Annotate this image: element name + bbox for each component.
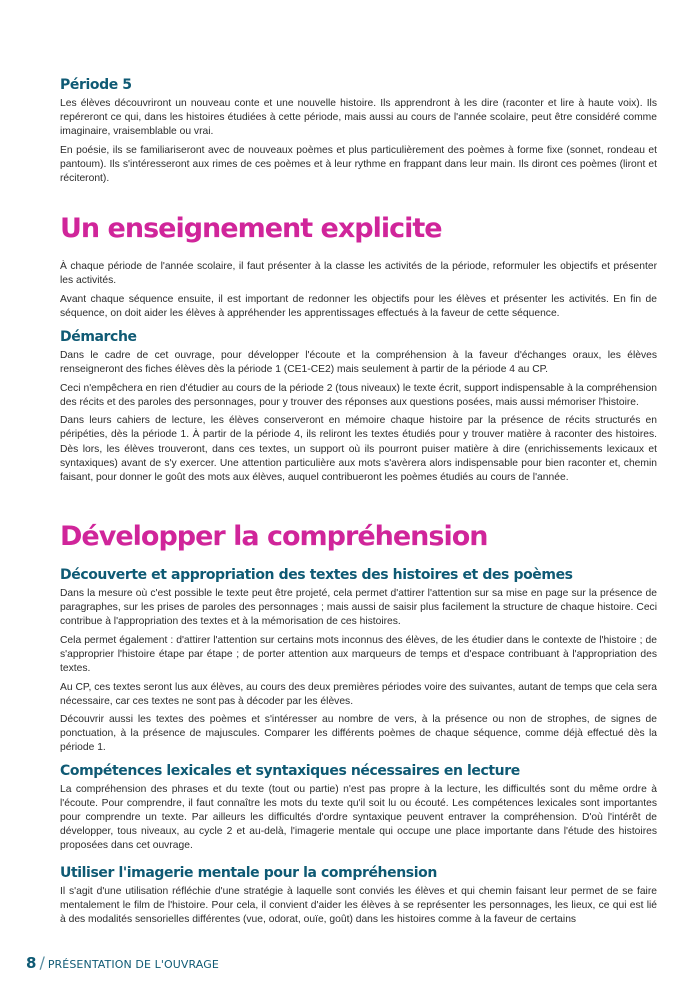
paragraph: Dans leurs cahiers de lecture, les élèves conserveront en mémoire chaque histoire par la présence de récits structurés en péripéties, dès la période 1. À partir de la période 4, ils reliront les textes étudiés pour y trouver matière à raconter des histoires. Dès lors, les élèves trouveront, dans ces textes, un support où ils pourront puiser matière à dire (enrichissements lexicaux et syntaxiques) avant de s'y exercer. Une attention particulière aux mots s'avèrera alors indispensable pour bien raconter et, chemin faisant, pour donner le goût des mots aux élèves, auquel contribueront les poèmes étudiés au cours de l'année. (60, 415, 657, 483)
paragraph: Il s'agit d'une utilisation réfléchie d'une stratégie à laquelle sont conviés les élèves et qui chemin faisant leur permet de se faire mentalement le film de l'histoire. Pour cela, il convient d'aider les élèves à se représenter les personnages, les lieux, ce qui est lié à des modalités sensorielles différentes (vue, odorat, ouïe, goût) dans les histoires comme à la faveur de certains (60, 886, 657, 926)
page-footer (26, 953, 219, 972)
section-competences-lexicales (60, 762, 657, 858)
paragraph: Avant chaque séquence ensuite, il est important de redonner les objectifs pour les élèves et présenter les activités. En fin de séquence, on doit aider les élèves à appréhender les apprentissages effectués à la faveur de cette séquence. (60, 293, 657, 319)
subheading-periode-5: Période 5 (60, 77, 132, 93)
section-enseignement-explicite (60, 212, 657, 325)
section-decouverte-appropriation (60, 566, 657, 760)
footer-section-label: PRÉSENTATION DE L'OUVRAGE (47, 958, 219, 971)
paragraph: Au CP, ces textes seront lus aux élèves, au cours des deux premières périodes voire des suivantes, autant de temps que cela sera nécessaire, car ces textes ne sont pas à décoder par les élèves. (60, 681, 657, 707)
page-number: 8 (26, 954, 37, 972)
paragraph: La compréhension des phrases et du texte (tout ou partie) n'est pas propre à la lecture, les difficultés sont du même ordre à l'écoute. Pour comprendre, il faut connaître les mots du texte qu'il soit lu ou écouté. Les compétences lexicales sont importantes pour comprendre un texte. Par ailleurs les difficultés d'ordre syntaxique peuvent entraver la compréhension. D'où l'intérêt de développer, tous niveaux, au cycle 2 et au-delà, l'imagerie mentale qui occupe une place importante dans l'étude des histoires proposées dans cet ouvrage. (60, 784, 657, 852)
footer-separator: / (39, 953, 45, 972)
section-periode-5 (60, 76, 657, 191)
paragraph: Ceci n'empêchera en rien d'étudier au cours de la période 2 (tous niveaux) le texte écrit, support indispensable à la compréhension des récits et des paroles des personnages, pour y trouver des réponses aux questions posées, mais aussi mémoriser l'histoire. (60, 382, 657, 408)
paragraph: Cela permet également : d'attirer l'attention sur certains mots inconnus des élèves, de les étudier dans le contexte de l'histoire ; de s'approprier l'histoire étape par étape ; de porter attention aux marqueurs de temps et d'espace contribuant à l'appropriation des textes. (60, 634, 657, 674)
paragraph: Dans le cadre de cet ouvrage, pour développer l'écoute et la compréhension à la faveur d'échanges oraux, les élèves renseigneront des fiches élèves dès la période 1 (CE1-CE2) mais seulement à partir de la période 4 au CP. (60, 350, 657, 376)
subheading-competences: Compétences lexicales et syntaxiques nécessaires en lecture (60, 763, 520, 779)
paragraph: En poésie, ils se familiariseront avec de nouveaux poèmes et plus particulièrement des poèmes à forme fixe (sonnet, rondeau et pantoum). Ils s'intéresseront aux rimes de ces poèmes et à leur rythme en frappant dans leur main. Ils diront ces poèmes (liront et réciteront). (60, 144, 657, 184)
paragraph: À chaque période de l'année scolaire, il faut présenter à la classe les activités de la période, reformuler les objectifs et présenter les activités. (60, 261, 657, 287)
subheading-demarche: Démarche (60, 329, 137, 345)
subheading-imagerie: Utiliser l'imagerie mentale pour la compréhension (60, 865, 437, 881)
section-imagerie-mentale (60, 864, 657, 932)
paragraph: Les élèves découvriront un nouveau conte et une nouvelle histoire. Ils apprendront à les dire (raconter et lire à haute voix). Ils repéreront ce qui, dans les histoires étudiées à cette période, mais aussi au cours de l'année scolaire, peut être considéré comme imaginaire, vraisemblable ou vrai. (60, 98, 657, 138)
heading-developper-comprehension: Développer la compréhension (60, 521, 488, 552)
subheading-decouverte: Découverte et appropriation des textes des histoires et des poèmes (60, 567, 573, 583)
paragraph: Dans la mesure où c'est possible le texte peut être projeté, cela permet d'attirer l'attention sur sa mise en page sur la présence de paragraphes, sur les prises de paroles des personnages ; mais aussi de saisir plus facilement la structure de chaque histoire. Ceci contribue à l'appropriation des textes et à la mémorisation de ces histoires. (60, 588, 657, 628)
section-demarche (60, 328, 657, 489)
section-developper-comprehension (60, 520, 657, 554)
heading-enseignement-explicite: Un enseignement explicite (60, 213, 442, 244)
paragraph: Découvrir aussi les textes des poèmes et s'intéresser au nombre de vers, à la présence ou non de strophes, de signes de ponctuation, à la présence de majuscules. Comparer les différents poèmes de chaque séquence, comme déjà effectué dès la période 1. (60, 714, 657, 754)
